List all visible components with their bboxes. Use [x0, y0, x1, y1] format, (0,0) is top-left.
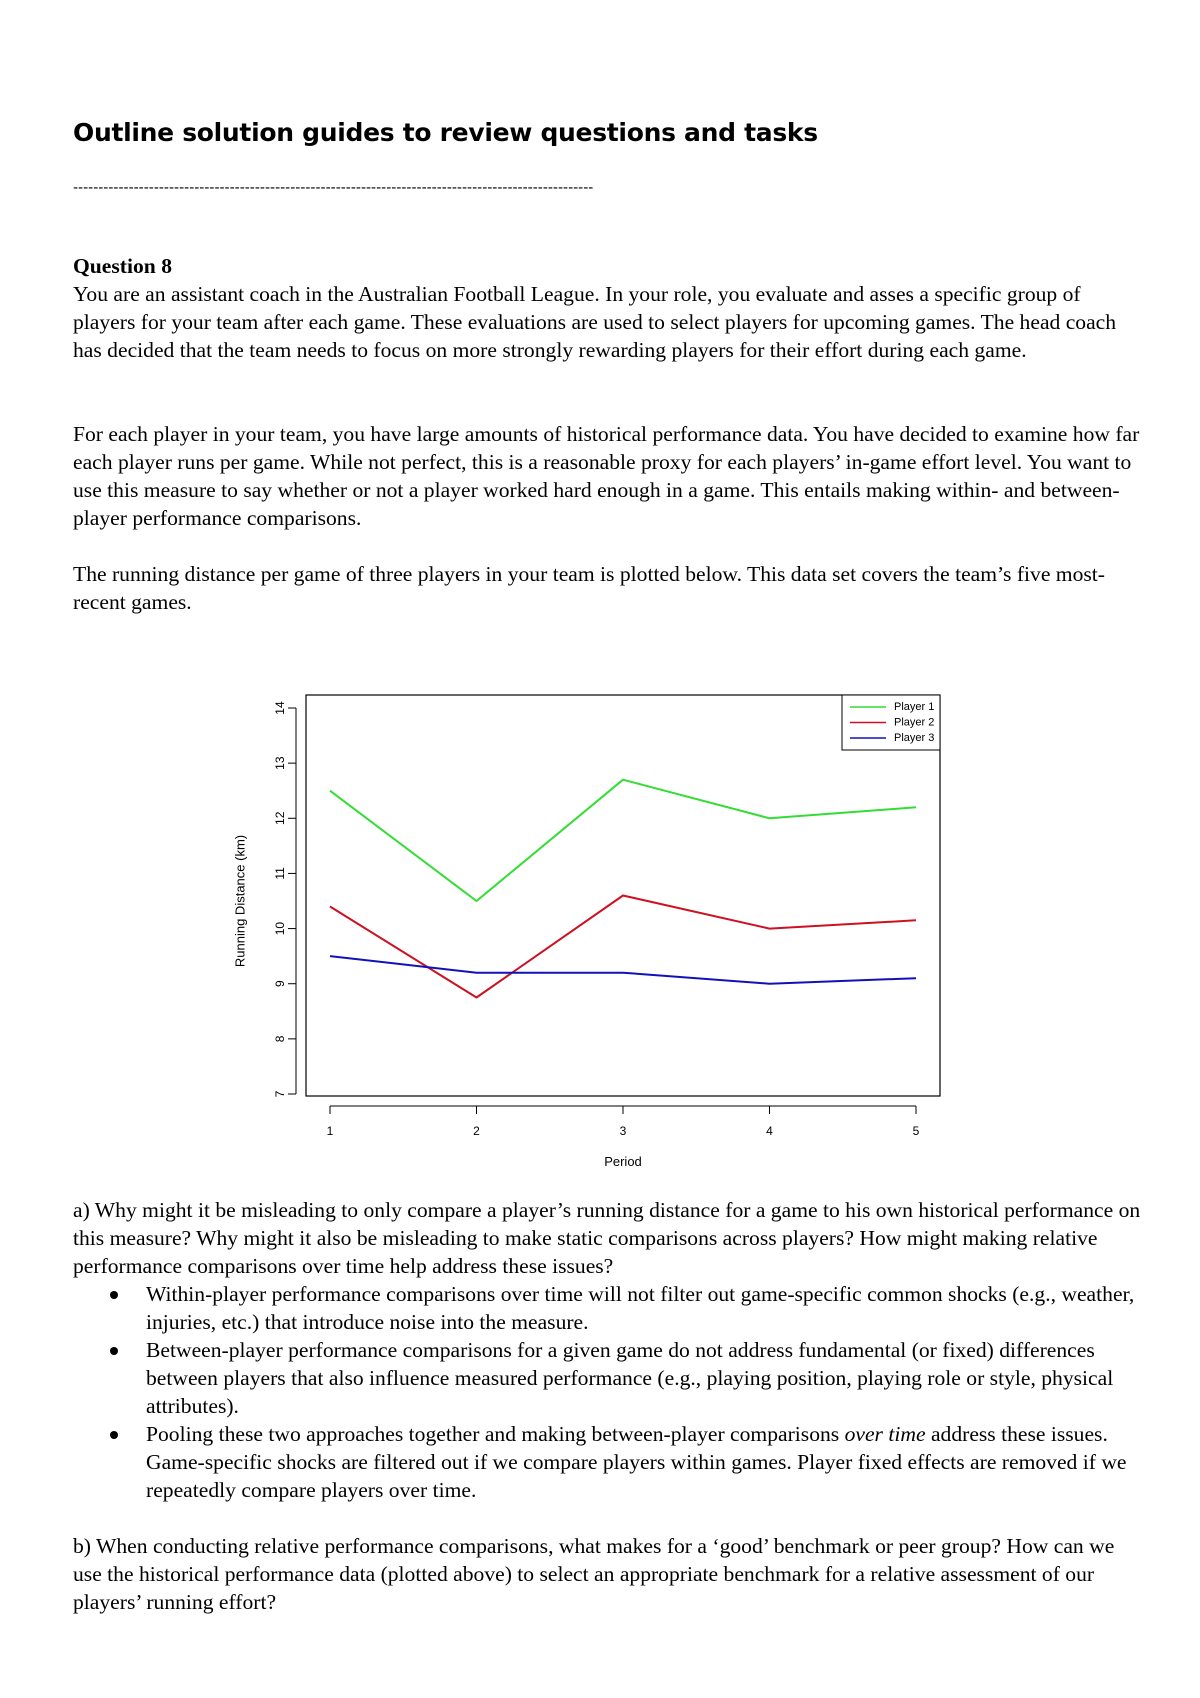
y-tick-label: 8	[273, 1035, 287, 1043]
question-heading: Question 8	[73, 254, 172, 278]
question-paragraph-2: For each player in your team, you have large amounts of historical performance data. You have decided to examine how far each player runs per game. While not perfect, this is a reasonable proxy for each players’ in-game effort level. You want to use this measure to say whether or not a player worked hard enough in a game. This entails making within- and between-player performance comparisons.	[73, 422, 1140, 530]
bullet-item-2	[73, 1336, 1145, 1420]
dashed-rule: -------------------------------------------------------------------------------------------------------	[73, 180, 594, 196]
question-paragraph-3: The running distance per game of three players in your team is plotted below. This data set covers the team’s five most-recent games.	[73, 562, 1105, 614]
x-tick-label: 2	[473, 1124, 480, 1138]
legend-label-player-2: Player 2	[894, 716, 935, 729]
running-distance-chart	[220, 683, 960, 1173]
y-tick-label: 9	[273, 980, 287, 988]
bullet-text-3-post: address these issues. Game-specific shocks are filtered out if we compare players within games. Player fixed effects are removed if we repeatedly compare players over time.	[146, 1422, 1127, 1502]
series-line-player-1	[330, 780, 916, 901]
bullet-text-3-pre: Pooling these two approaches together and making between-player comparisons	[146, 1422, 845, 1446]
bullet-item-1	[73, 1280, 1145, 1336]
y-tick-label: 10	[273, 921, 287, 936]
y-tick-label: 13	[273, 756, 287, 770]
y-tick-label: 14	[273, 701, 287, 715]
question-block	[73, 252, 1145, 364]
bullet-item-3	[73, 1420, 1145, 1504]
page-title: Outline solution guides to review questions and tasks	[73, 118, 818, 147]
x-tick-label: 4	[766, 1124, 773, 1138]
bullet-icon	[110, 1431, 118, 1439]
part-b-question: b) When conducting relative performance comparisons, what makes for a ‘good’ benchmark or peer group? How can we use the historical performance data (plotted above) to select an appropriate benchmark for a relative assessment of our players’ running effort?	[73, 1534, 1115, 1614]
legend-label-player-3: Player 3	[894, 732, 935, 744]
x-tick-label: 3	[619, 1124, 627, 1138]
part-a-question: a) Why might it be misleading to only compare a player’s running distance for a game to his own historical performance on this measure? Why might it also be misleading to make static comparisons across players? How might making relative performance comparisons over time help address these issues?	[73, 1198, 1141, 1278]
bullet-icon	[110, 1347, 118, 1355]
y-tick-label: 7	[273, 1090, 287, 1098]
y-tick-label: 12	[273, 811, 287, 825]
x-tick-label: 1	[326, 1124, 334, 1138]
bullet-text-1: Within-player performance comparisons over time will not filter out game-specific common shocks (e.g., weather, injuries, etc.) that introduce noise into the measure.	[146, 1282, 1135, 1334]
part-a-bullets	[73, 1280, 1145, 1504]
x-tick-label: 5	[912, 1124, 920, 1138]
legend-label-player-1: Player 1	[894, 701, 935, 713]
part-a-block	[73, 1196, 1145, 1504]
y-tick-label: 11	[273, 867, 287, 880]
y-axis-label: Running Distance (km)	[232, 834, 248, 968]
x-axis-label: Period	[604, 1154, 642, 1169]
question-paragraph-1: You are an assistant coach in the Australian Football League. In your role, you evaluate and asses a specific group of players for your team after each game. These evaluations are used to select players for upcoming games. The head coach has decided that the team needs to focus on more strongly rewarding players for their effort during each game.	[73, 282, 1117, 362]
bullet-icon	[110, 1291, 118, 1299]
bullet-text-3-emphasis: over time	[844, 1422, 926, 1446]
bullet-text-2: Between-player performance comparisons for a given game do not address fundamental (or fixed) differences between players that also influence measured performance (e.g., playing position, playing role or style, physical attributes).	[146, 1338, 1114, 1418]
